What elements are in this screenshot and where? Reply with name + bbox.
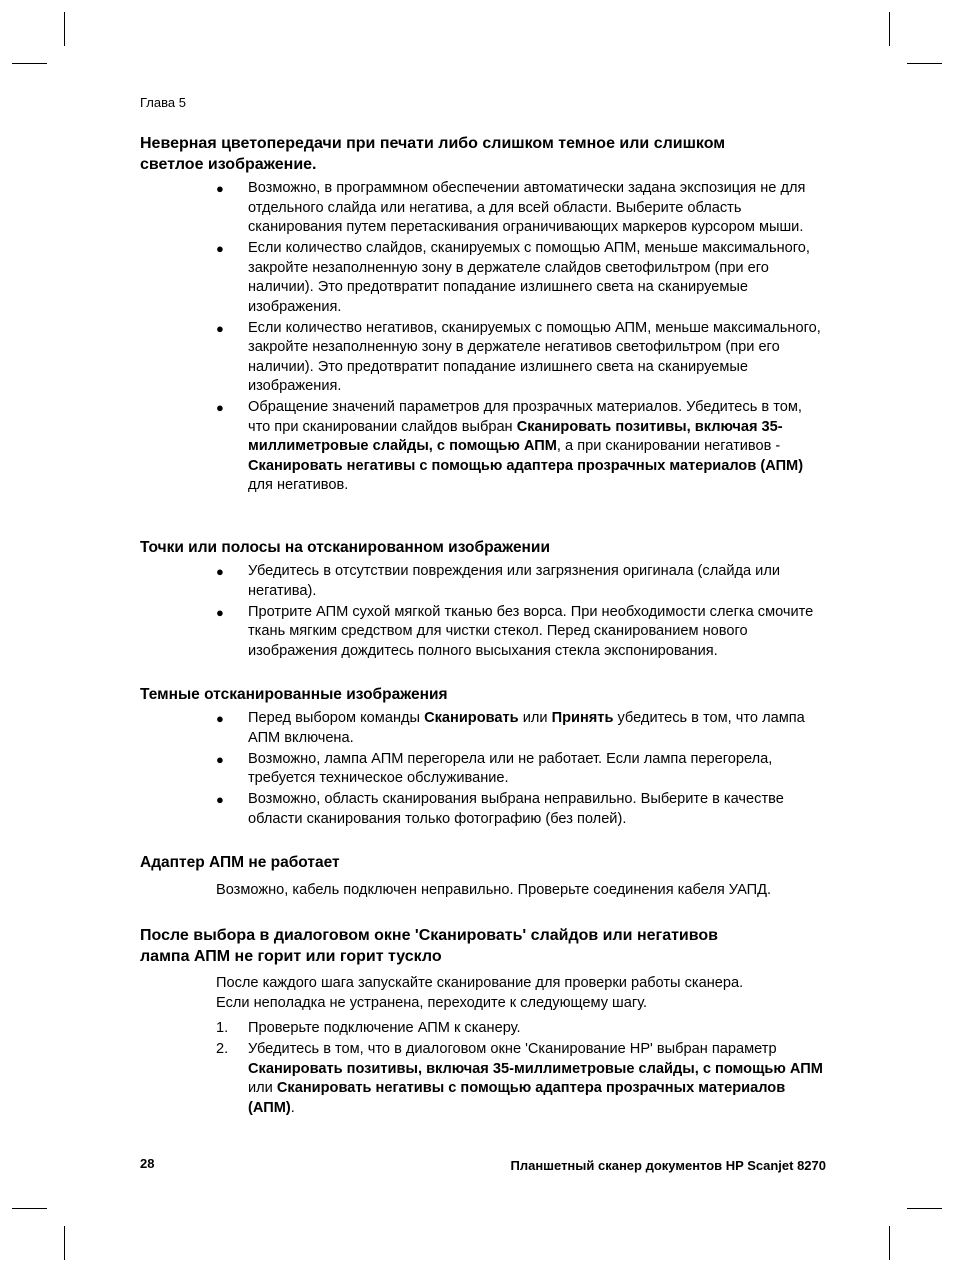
bullet-icon: ● [216, 711, 224, 726]
chapter-label: Глава 5 [140, 95, 186, 110]
list-item: ● Возможно, лампа АПМ перегорела или не работает. Если лампа перегорела, требуется техническое обслуживание. [216, 750, 773, 786]
bullet-list [216, 179, 826, 497]
page-number: 28 [140, 1156, 155, 1171]
crop-mark [907, 1208, 942, 1209]
section-title: Темные отсканированные изображения [140, 686, 448, 703]
bullet-icon: ● [216, 400, 224, 415]
list-item: 2. Убедитесь в том, что в диалоговом окне 'Сканирование HP' выбран параметр Сканировать позитивы, включая 35-миллиметровые слайды, с помощью АПМ или Сканировать негативы с помощью адаптера прозрачных материалов (АПМ). [216, 1041, 823, 1116]
bullet-icon: ● [216, 241, 224, 256]
crop-mark [64, 1226, 65, 1260]
section-title: Адаптер АПМ не работает [140, 854, 340, 871]
step-number: 2. [216, 1041, 229, 1057]
crop-mark [889, 1226, 890, 1260]
list-item: 1. Проверьте подключение АПМ к сканеру. [216, 1019, 826, 1039]
list-item: ● Обращение значений параметров для прозрачных материалов. Убедитесь в том, что при сканировании слайдов выбран Сканировать позитивы, включая 35-миллиметровые слайды, с помощью АПМ, а при сканировании негативов - Сканировать негативы с помощью адаптера прозрачных материалов (АПМ) для негативов. [216, 399, 804, 493]
section-title: После выбора в диалоговом окне 'Сканировать' слайдов или негативов лампа АПМ не горит или горит тускло [140, 927, 718, 965]
crop-mark [889, 12, 890, 46]
list-item: ● Возможно, в программном обеспечении автоматически задана экспозиция не для отдельного слайда или негатива, а для всей области. Выберите область сканирования путем перетаскивания ограничивающих маркеров курсором мыши. [216, 180, 806, 235]
numbered-list [216, 1019, 826, 1120]
bullet-icon: ● [216, 751, 224, 767]
list-item: ● Если количество негативов, сканируемых с помощью АПМ, меньше максимального, закройте незаполненную зону в держателе негативов светофильтром (при его наличии). Это предотвратит попадание излишнего света на сканируемые изображения. [216, 319, 821, 394]
paragraph: После каждого шага запускайте сканирование для проверки работы сканера. Если неполадка не устранена, переходите к следующему шагу. [216, 975, 744, 1011]
list-item: ● Если количество слайдов, сканируемых с помощью АПМ, меньше максимального, закройте незаполненную зону в держателе слайдов светофильтром (при его наличии). Это предотвратит попадание излишнего света на сканируемые изображения. [216, 240, 810, 315]
list-item: ● Протрите АПМ сухой мягкой тканью без ворса. При необходимости слегка смочите ткань мягким средством для чистки стекол. Перед сканированием нового изображения дождитесь полного высыхания стекла экспонирования. [216, 603, 814, 659]
crop-mark [907, 63, 942, 64]
crop-mark [12, 1208, 47, 1209]
crop-mark [64, 12, 65, 46]
paragraph: Возможно, кабель подключен неправильно. Проверьте соединения кабеля УАПД. [216, 882, 772, 898]
section-title: Неверная цветопередачи при печати либо слишком темное или слишком светлое изображение. [140, 135, 726, 173]
bullet-icon: ● [216, 604, 224, 620]
bullet-icon: ● [216, 181, 224, 196]
list-item: ● Убедитесь в отсутствии повреждения или загрязнения оригинала (слайда или негатива). [216, 563, 780, 599]
bullet-icon: ● [216, 564, 224, 579]
section-title: Точки или полосы на отсканированном изображении [140, 539, 550, 556]
bullet-icon: ● [216, 320, 224, 336]
step-number: 1. [216, 1020, 229, 1036]
bullet-list [216, 562, 826, 663]
bullet-list [216, 709, 826, 831]
footer-product-name: Планшетный сканер документов HP Scanjet 8270 [510, 1158, 826, 1173]
crop-mark [12, 63, 47, 64]
list-item: ● Возможно, область сканирования выбрана неправильно. Выберите в качестве области сканирования только фотографию (без полей). [216, 791, 784, 827]
bullet-icon: ● [216, 792, 224, 807]
list-item: ● Перед выбором команды Сканировать или Принять убедитесь в том, что лампа АПМ включена. [216, 710, 805, 746]
